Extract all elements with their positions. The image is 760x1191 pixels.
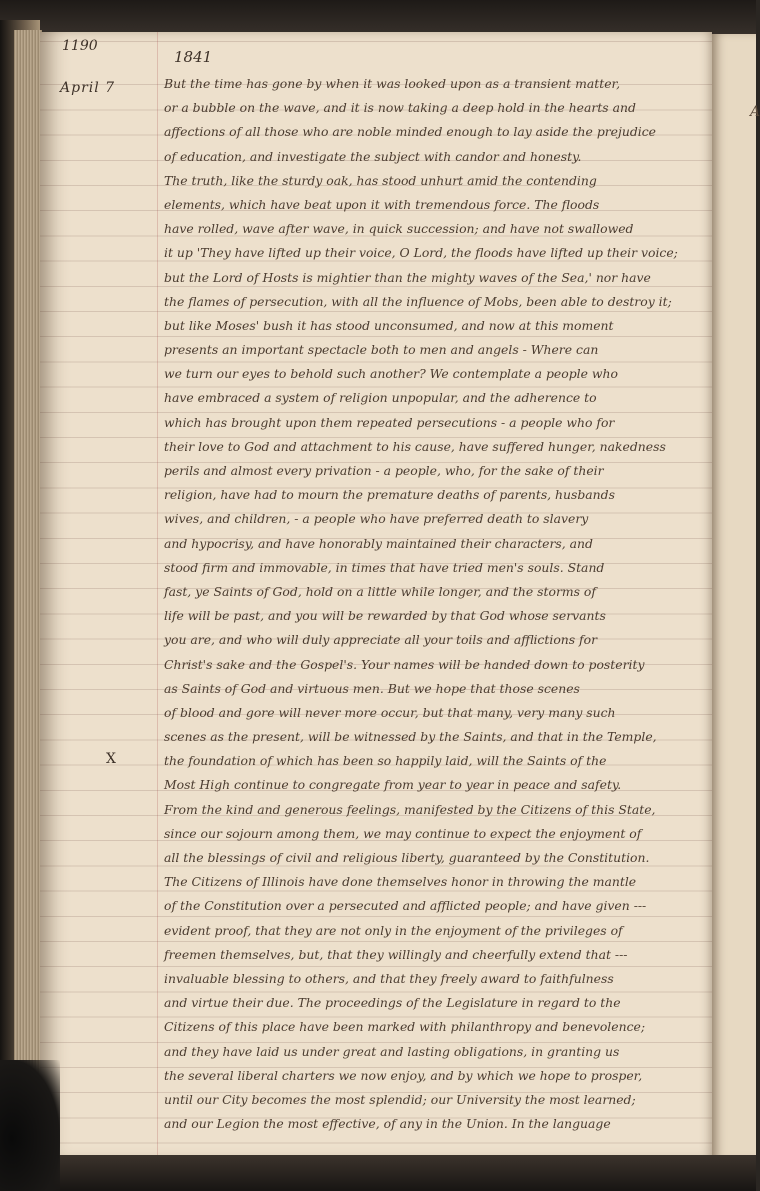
text-line: the several liberal charters we now enjoy, and by which we hope to prosper, [164, 1067, 643, 1083]
text-line: the flames of persecution, with all the influence of Mobs, been able to destroy it; [164, 293, 672, 309]
text-line: perils and almost every privation - a people, who, for the sake of their [164, 463, 604, 478]
text-line: Most High continue to congregate from year to year in peace and safety. [164, 777, 622, 793]
text-line: which has brought upon them repeated persecutions - a people who for [164, 414, 615, 430]
margin-x-mark: X [106, 751, 116, 767]
text-line: you are, and who will duly appreciate all your toils and afflictions for [164, 632, 598, 648]
facing-page [712, 34, 760, 1159]
text-line: But the time has gone by when it was looked upon as a transient matter, [164, 76, 621, 91]
page-number: 1190 [62, 38, 98, 54]
text-line: but the Lord of Hosts is mightier than the mighty waves of the Sea,' nor have [164, 269, 651, 285]
text-line: stood firm and immovable, in times that have tried men's souls. Stand [164, 559, 605, 575]
text-line: and they have laid us under great and lasting obligations, in granting us [164, 1043, 620, 1059]
dark-cloth [0, 1060, 60, 1191]
text-line: life will be past, and you will be rewarded by that God whose servants [164, 608, 606, 624]
margin-date: April 7 [60, 80, 116, 96]
text-line: Christ's sake and the Gospel's. Your names will be handed down to posterity [164, 656, 645, 672]
text-line: we turn our eyes to behold such another? We contemplate a people who [164, 366, 618, 382]
facing-page-mark: A [750, 104, 760, 120]
text-line: affections of all those who are noble minded enough to lay aside the prejudice [164, 124, 656, 140]
text-line: invaluable blessing to others, and that they freely award to faithfulness [164, 970, 614, 986]
text-line: have embraced a system of religion unpopular, and the adherence to [164, 390, 597, 406]
ledger-page [40, 32, 712, 1159]
text-line: From the kind and generous feelings, manifested by the Citizens of this State, [164, 801, 656, 817]
handwritten-text-body [164, 72, 708, 1136]
text-line: and virtue their due. The proceedings of the Legislature in regard to the [164, 995, 621, 1011]
text-line: since our sojourn among them, we may continue to expect the enjoyment of [164, 825, 642, 841]
text-line: Citizens of this place have been marked with philanthropy and benevolence; [164, 1019, 646, 1035]
text-line: evident proof, that they are not only in the enjoyment of the privileges of [164, 922, 623, 938]
text-line: fast, ye Saints of God, hold on a little while longer, and the storms of [164, 583, 596, 599]
text-line: The Citizens of Illinois have done themselves honor in throwing the mantle [164, 874, 637, 890]
text-line: of the Constitution over a persecuted and afflicted people; and have given --- [164, 898, 647, 914]
year-heading: 1841 [174, 48, 213, 66]
text-line: it up 'They have lifted up their voice, O Lord, the floods have lifted up their voice; [164, 245, 678, 261]
text-line: The truth, like the sturdy oak, has stood unhurt amid the contending [164, 172, 597, 188]
text-line: wives, and children, - a people who have preferred death to slavery [164, 511, 589, 527]
text-line: of blood and gore will never more occur, but that many, very many such [164, 704, 616, 720]
text-line: religion, have had to mourn the premature deaths of parents, husbands [164, 487, 615, 503]
text-line: until our City becomes the most splendid; our University the most learned; [164, 1091, 636, 1107]
text-line: and hypocrisy, and have honorably maintained their characters, and [164, 535, 593, 551]
text-line: but like Moses' bush it has stood unconsumed, and now at this moment [164, 317, 614, 333]
text-line: presents an important spectacle both to men and angels - Where can [164, 342, 599, 358]
page-stack [14, 30, 42, 1165]
text-line: all the blessings of civil and religious liberty, guaranteed by the Constitution. [164, 850, 650, 865]
text-line: have rolled, wave after wave, in quick succession; and have not swallowed [164, 221, 634, 237]
text-line: elements, which have beat upon it with tremendous force. The floods [164, 196, 600, 212]
text-line: freemen themselves, but, that they willingly and cheerfully extend that --- [164, 946, 628, 962]
text-line: scenes as the present, will be witnessed by the Saints, and that in the Temple, [164, 729, 657, 745]
text-line: as Saints of God and virtuous men. But we hope that those scenes [164, 680, 580, 696]
book-bottom-edge [30, 1155, 756, 1191]
text-line: their love to God and attachment to his cause, have suffered hunger, nakedness [164, 438, 666, 454]
text-line: the foundation of which has been so happily laid, will the Saints of the [164, 753, 607, 769]
margin-rule [157, 32, 158, 1159]
text-line: and our Legion the most effective, of any in the Union. In the language [164, 1116, 611, 1132]
text-line: or a bubble on the wave, and it is now taking a deep hold in the hearts and [164, 100, 636, 116]
text-line: of education, and investigate the subject with candor and honesty. [164, 148, 582, 164]
